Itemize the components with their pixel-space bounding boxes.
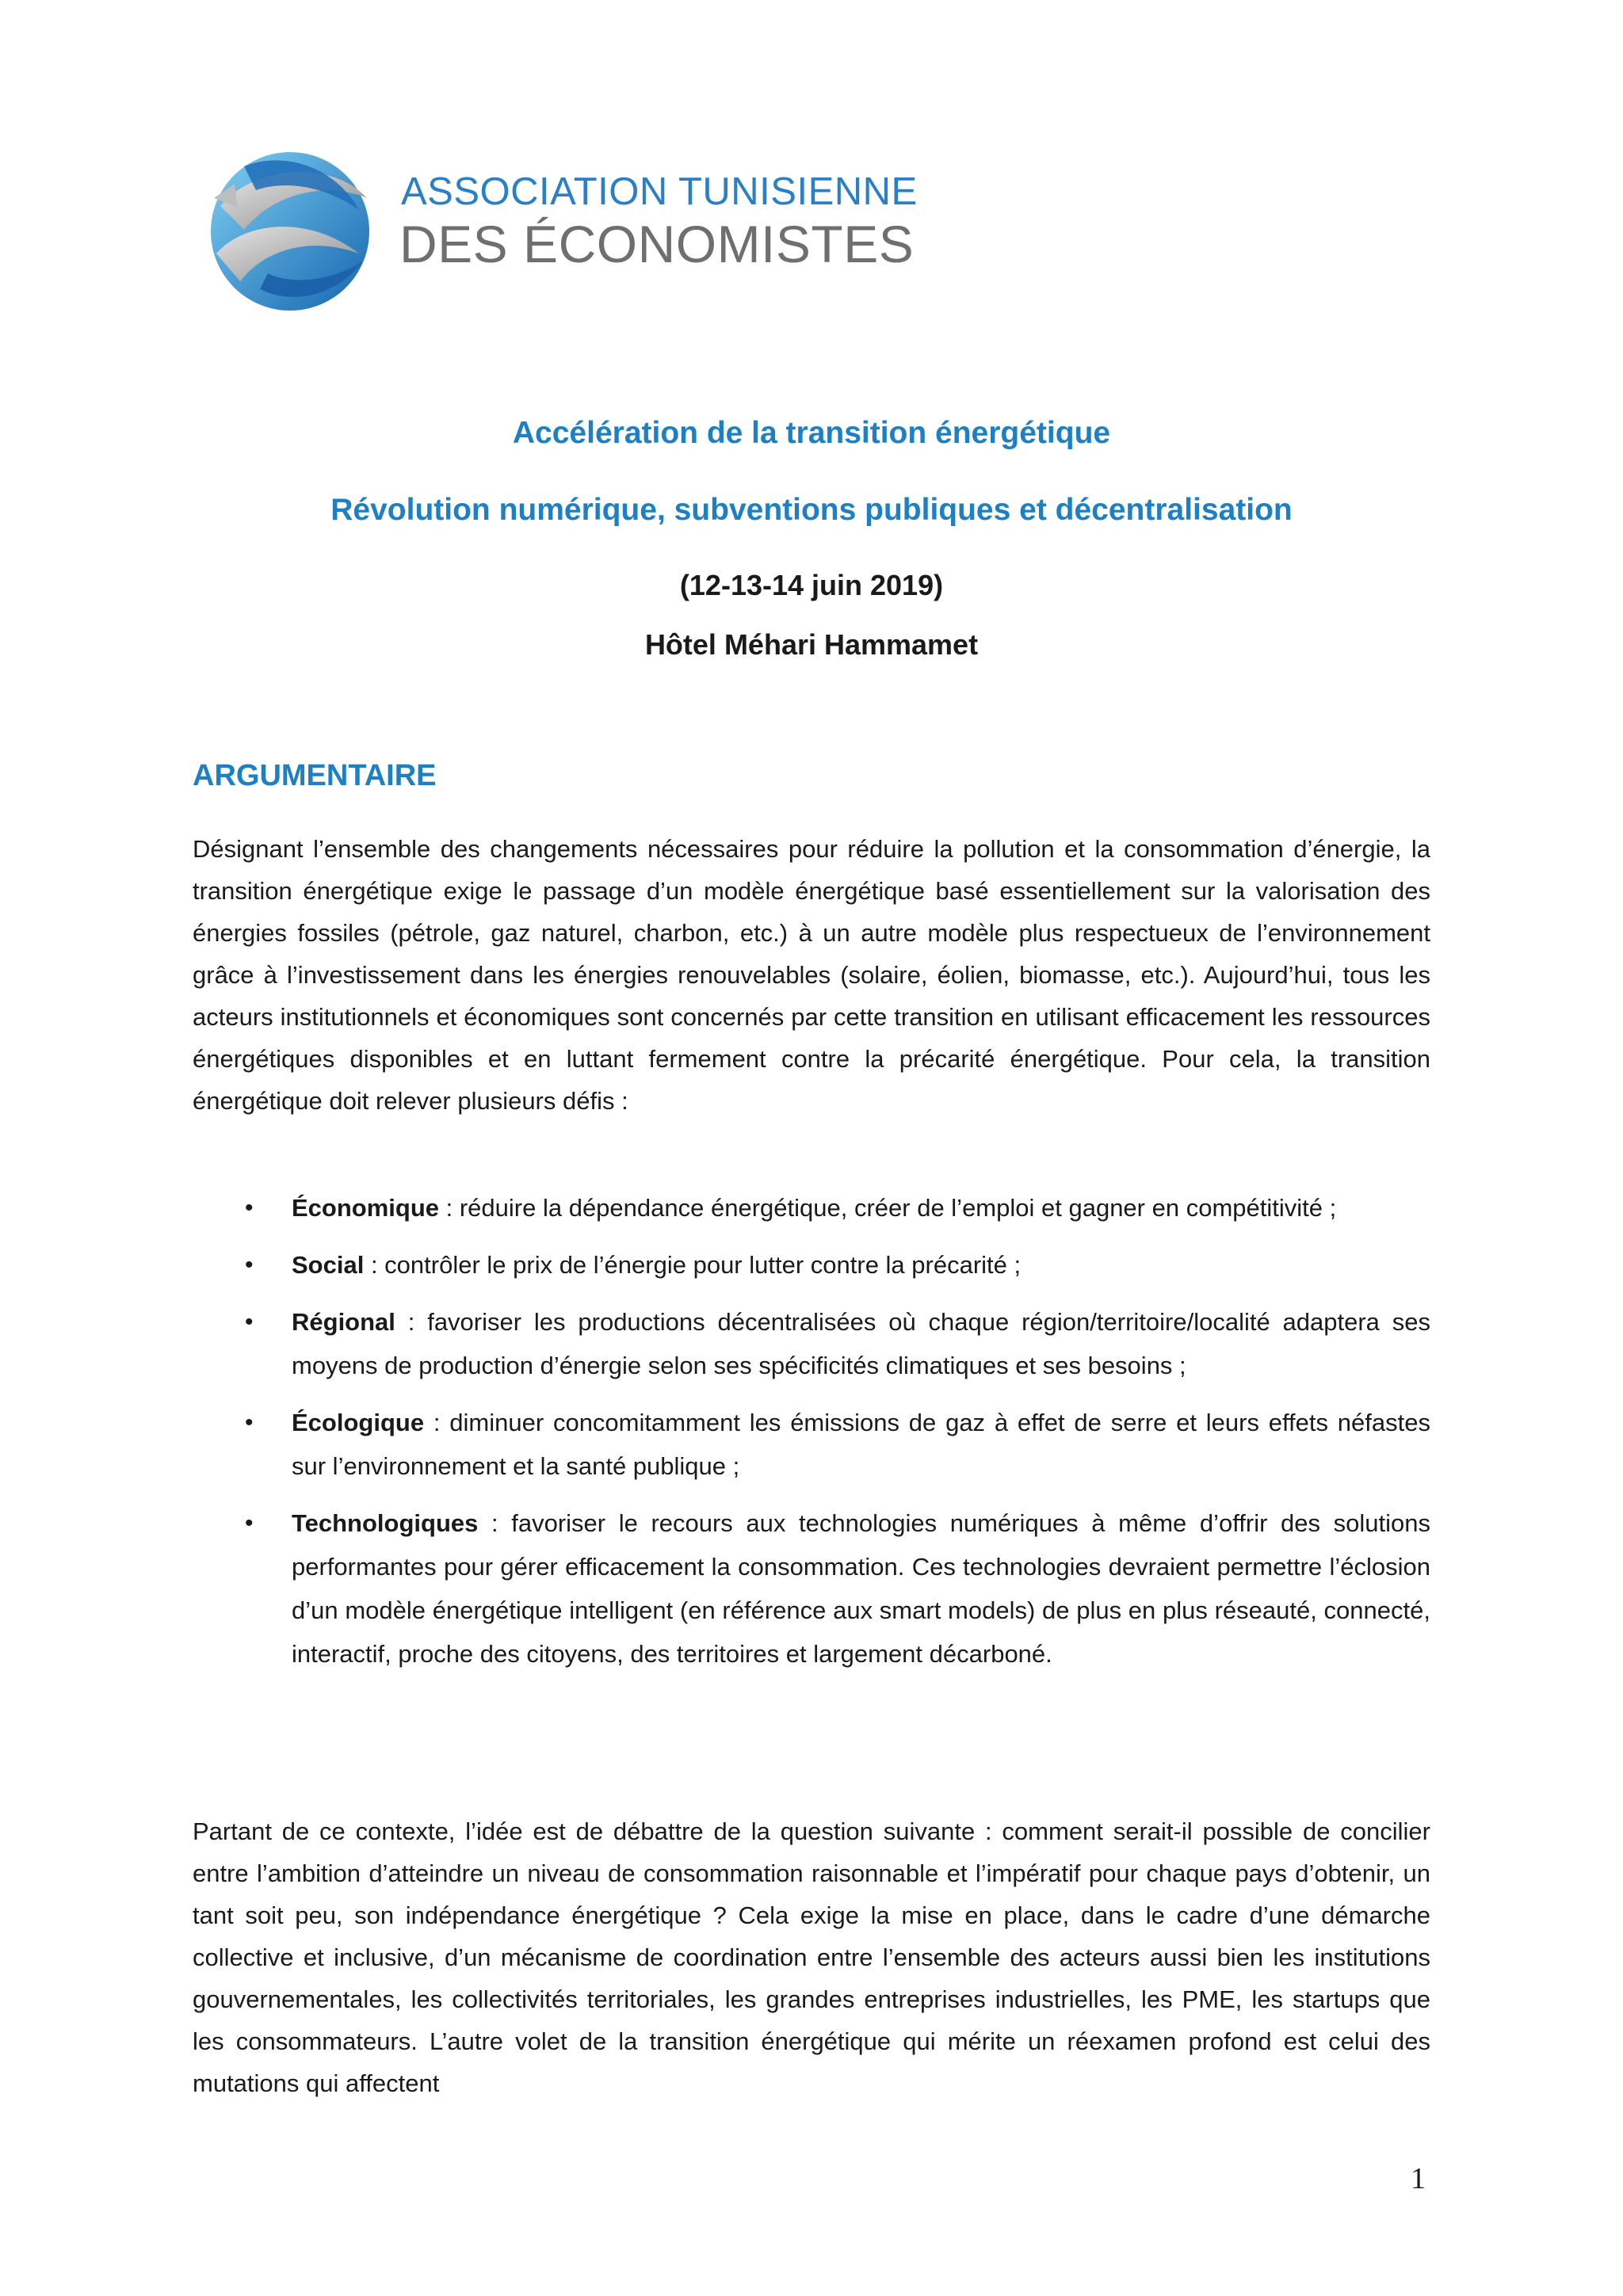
context-paragraph: Partant de ce contexte, l’idée est de débattre de la question suivante : comment serait-il possible de concilier entre l’ambition d’atteindre un niveau de consommation raisonnable et l’impératif pour chaque pays d’obtenir, un tant soit peu, son indépendance énergétique ? Cela exige la mise en place, dans le cadre d’une démarche collective et inclusive, d’un mécanisme de coordination entre l’ensemble des acteurs aussi bien les institutions gouvernementales, les collectivités territoriales, les grandes entreprises industrielles, les PME, les startups que les consommateurs. L’autre volet de la transition énergétique qui mérite un réexamen profond est celui des mutations qui affectent	[193, 1817, 1430, 2097]
bullet-text: : favoriser les productions décentralisées où chaque région/territoire/localité adaptera ses moyens de production d’énergie selon ses spécificités climatiques et ses besoins ;	[292, 1308, 1430, 1379]
bullet-term: Économique	[292, 1194, 440, 1222]
association-logo	[197, 135, 918, 325]
bullet-term: Technologiques	[292, 1509, 479, 1537]
bullet-term: Régional	[292, 1308, 395, 1336]
bullet-icon: •	[245, 1510, 254, 1536]
list-item	[193, 1501, 1430, 1676]
list-item	[193, 1243, 1430, 1287]
event-venue: Hôtel Méhari Hammamet	[644, 628, 979, 661]
document-subtitle: Révolution numérique, subventions publiques et décentralisation	[330, 493, 1293, 527]
bullet-text: : favoriser le recours aux technologies numériques à même d’offrir des solutions performantes pour gérer efficacement la consommation. Ces technologies devraient permettre l’éclosion d’un modèle énergétique intelligent (en référence aux smart models) de plus en plus réseauté, connecté, interactif, proche des citoyens, des territoires et largement décarboné.	[292, 1509, 1430, 1668]
globe-swirl-logo-icon	[197, 135, 387, 325]
logo-text-economistes: DES ÉCONOMISTES	[399, 215, 915, 273]
bullet-text: : contrôler le prix de l’énergie pour lutter contre la précarité ;	[364, 1251, 1022, 1279]
list-item	[193, 1300, 1430, 1387]
bullet-term: Social	[292, 1251, 365, 1279]
bullet-icon: •	[245, 1195, 254, 1221]
page-number: 1	[1411, 2162, 1426, 2195]
document-title: Accélération de la transition énergétique	[512, 416, 1111, 450]
bullet-text: : diminuer concomitamment les émissions de gaz à effet de serre et leurs effets néfastes sur l’environnement et la santé publique ;	[292, 1409, 1430, 1480]
bullet-icon: •	[245, 1409, 254, 1436]
bullet-term: Écologique	[292, 1409, 425, 1436]
bullet-text: : réduire la dépendance énergétique, créer de l’emploi et gagner en compétitivité ;	[439, 1194, 1337, 1222]
list-item	[193, 1186, 1430, 1230]
list-item	[193, 1401, 1430, 1488]
event-dates: (12-13-14 juin 2019)	[679, 569, 944, 601]
bullet-icon: •	[245, 1252, 254, 1278]
challenges-list	[193, 1186, 1430, 1689]
intro-paragraph: Désignant l’ensemble des changements nécessaires pour réduire la pollution et la consommation d’énergie, la transition énergétique exige le passage d’un modèle énergétique basé essentiellement sur la valorisation des énergies fossiles (pétrole, gaz naturel, charbon, etc.) à un autre modèle plus respectueux de l’environnement grâce à l’investissement dans les énergies renouvelables (solaire, éolien, biomasse, etc.). Aujourd’hui, tous les acteurs institutionnels et économiques sont concernés par cette transition en utilisant efficacement les ressources énergétiques disponibles et en luttant fermement contre la précarité énergétique. Pour cela, la transition énergétique doit relever plusieurs défis :	[193, 835, 1430, 1115]
logo-text-association: ASSOCIATION TUNISIENNE	[401, 170, 918, 213]
bullet-icon: •	[245, 1309, 254, 1335]
section-heading: ARGUMENTAIRE	[193, 759, 437, 792]
